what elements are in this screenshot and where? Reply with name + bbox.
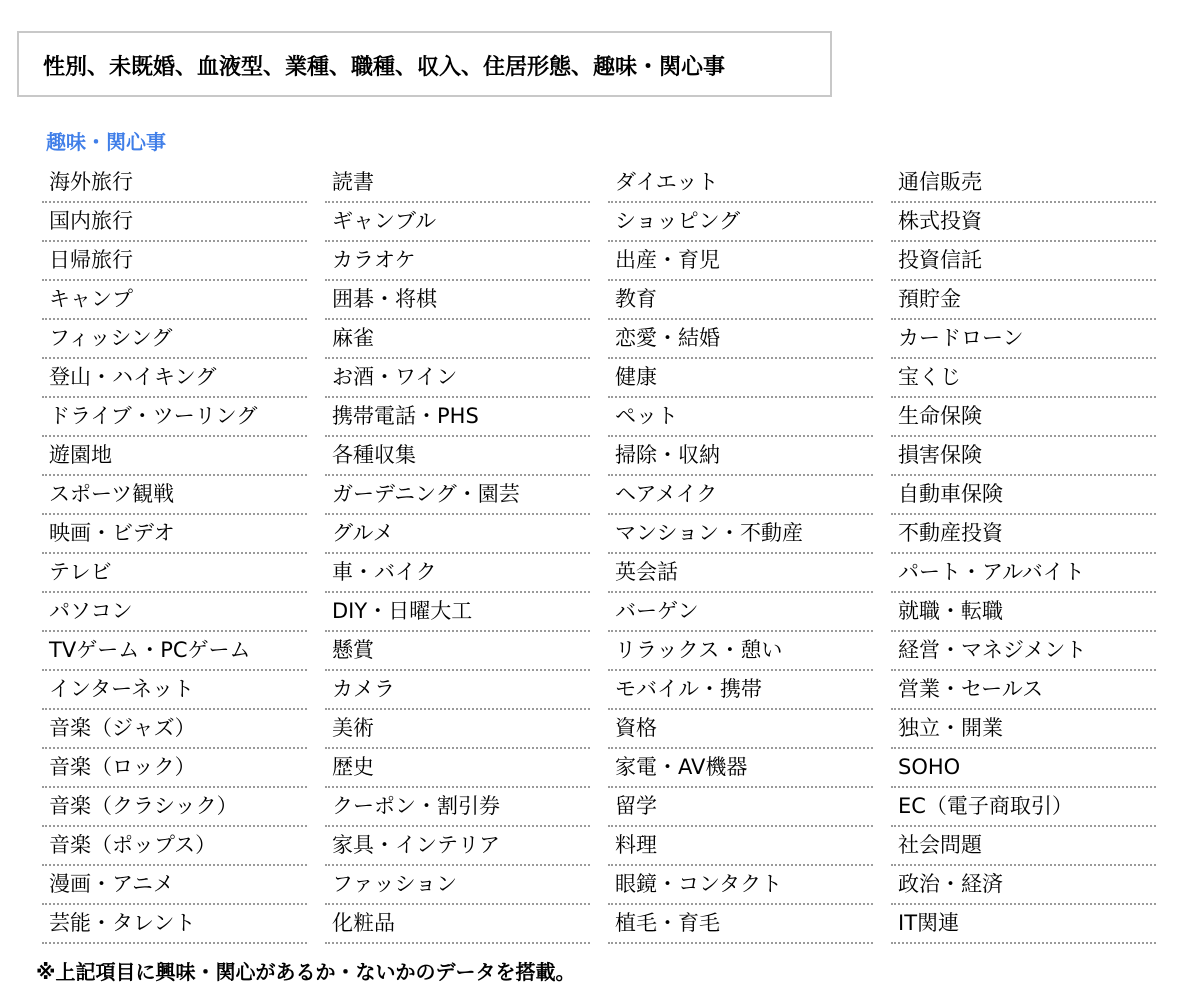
column-gap: [590, 554, 608, 593]
interest-item: ショッピング: [608, 203, 873, 242]
interest-item: 自動車保険: [891, 476, 1156, 515]
interest-item: 音楽（ロック）: [42, 749, 307, 788]
interest-item: 社会問題: [891, 827, 1156, 866]
column-gap: [873, 788, 891, 827]
interest-item: ギャンブル: [325, 203, 590, 242]
interest-item: SOHO: [891, 749, 1156, 788]
interest-item: 留学: [608, 788, 873, 827]
interest-item: 漫画・アニメ: [42, 866, 307, 905]
column-gap: [307, 827, 325, 866]
column-gap: [590, 515, 608, 554]
interest-item: 登山・ハイキング: [42, 359, 307, 398]
column-gap: [307, 281, 325, 320]
interest-item: インターネット: [42, 671, 307, 710]
interest-item: リラックス・憩い: [608, 632, 873, 671]
column-gap: [590, 242, 608, 281]
column-gap: [873, 827, 891, 866]
column-gap: [873, 476, 891, 515]
column-gap: [307, 632, 325, 671]
interest-item: 家具・インテリア: [325, 827, 590, 866]
interest-item: ダイエット: [608, 164, 873, 203]
interest-item: 眼鏡・コンタクト: [608, 866, 873, 905]
column-gap: [590, 671, 608, 710]
interest-item: マンション・不動産: [608, 515, 873, 554]
interest-item: 健康: [608, 359, 873, 398]
interest-item: 美術: [325, 710, 590, 749]
column-gap: [307, 476, 325, 515]
column-gap: [590, 632, 608, 671]
column-gap: [873, 554, 891, 593]
interest-item: 経営・マネジメント: [891, 632, 1156, 671]
header-title: 性別、未既婚、血液型、業種、職種、収入、住居形態、趣味・関心事: [43, 55, 726, 80]
interest-item: IT関連: [891, 905, 1156, 944]
column-gap: [307, 398, 325, 437]
column-gap: [873, 359, 891, 398]
column-gap: [873, 242, 891, 281]
column-gap: [873, 710, 891, 749]
interest-item: DIY・日曜大工: [325, 593, 590, 632]
column-gap: [307, 905, 325, 944]
interest-item: バーゲン: [608, 593, 873, 632]
column-gap: [590, 788, 608, 827]
section-title: 趣味・関心事: [46, 130, 166, 154]
interest-item: 独立・開業: [891, 710, 1156, 749]
interest-item: 車・バイク: [325, 554, 590, 593]
footnote: ※上記項目に興味・関心があるか・ないかのデータを搭載。: [36, 960, 576, 984]
interest-item: ペット: [608, 398, 873, 437]
interest-item: ファッション: [325, 866, 590, 905]
interest-item: 芸能・タレント: [42, 905, 307, 944]
column-gap: [590, 710, 608, 749]
interest-item: カラオケ: [325, 242, 590, 281]
column-gap: [590, 749, 608, 788]
column-gap: [307, 788, 325, 827]
column-gap: [873, 905, 891, 944]
interest-item: 投資信託: [891, 242, 1156, 281]
column-gap: [590, 320, 608, 359]
interest-item: 出産・育児: [608, 242, 873, 281]
column-gap: [307, 749, 325, 788]
header-box: [17, 31, 832, 97]
column-gap: [307, 437, 325, 476]
interest-item: 教育: [608, 281, 873, 320]
interest-item: 麻雀: [325, 320, 590, 359]
column-gap: [590, 164, 608, 203]
interest-item: パート・アルバイト: [891, 554, 1156, 593]
column-gap: [307, 710, 325, 749]
column-gap: [873, 398, 891, 437]
interest-item: テレビ: [42, 554, 307, 593]
column-gap: [307, 164, 325, 203]
interest-item: 株式投資: [891, 203, 1156, 242]
column-gap: [590, 593, 608, 632]
interest-item: お酒・ワイン: [325, 359, 590, 398]
interest-item: 通信販売: [891, 164, 1156, 203]
column-gap: [873, 749, 891, 788]
column-gap: [307, 515, 325, 554]
interest-item: 就職・転職: [891, 593, 1156, 632]
column-gap: [590, 203, 608, 242]
column-gap: [590, 398, 608, 437]
column-gap: [307, 554, 325, 593]
interest-item: カードローン: [891, 320, 1156, 359]
interest-item: 生命保険: [891, 398, 1156, 437]
interest-item: 懸賞: [325, 632, 590, 671]
column-gap: [307, 203, 325, 242]
interest-item: EC（電子商取引）: [891, 788, 1156, 827]
interest-item: パソコン: [42, 593, 307, 632]
interest-item: ドライブ・ツーリング: [42, 398, 307, 437]
column-gap: [307, 866, 325, 905]
column-gap: [873, 320, 891, 359]
interest-item: 日帰旅行: [42, 242, 307, 281]
interest-item: 映画・ビデオ: [42, 515, 307, 554]
column-gap: [590, 866, 608, 905]
interest-item: 音楽（ジャズ）: [42, 710, 307, 749]
interest-item: 掃除・収納: [608, 437, 873, 476]
interest-item: フィッシング: [42, 320, 307, 359]
column-gap: [307, 359, 325, 398]
interest-item: 政治・経済: [891, 866, 1156, 905]
column-gap: [590, 359, 608, 398]
column-gap: [873, 671, 891, 710]
interest-item: 不動産投資: [891, 515, 1156, 554]
column-gap: [590, 476, 608, 515]
column-gap: [590, 437, 608, 476]
interest-item: ガーデニング・園芸: [325, 476, 590, 515]
interest-item: 損害保険: [891, 437, 1156, 476]
interest-item: ヘアメイク: [608, 476, 873, 515]
interest-item: 歴史: [325, 749, 590, 788]
interest-item: TVゲーム・PCゲーム: [42, 632, 307, 671]
column-gap: [307, 593, 325, 632]
interest-item: キャンプ: [42, 281, 307, 320]
column-gap: [307, 242, 325, 281]
column-gap: [307, 671, 325, 710]
interest-item: 国内旅行: [42, 203, 307, 242]
interest-item: 宝くじ: [891, 359, 1156, 398]
interest-item: グルメ: [325, 515, 590, 554]
column-gap: [873, 632, 891, 671]
column-gap: [307, 320, 325, 359]
interest-item: 囲碁・将棋: [325, 281, 590, 320]
interest-item: 預貯金: [891, 281, 1156, 320]
interest-item: 遊園地: [42, 437, 307, 476]
column-gap: [873, 281, 891, 320]
interest-item: 家電・AV機器: [608, 749, 873, 788]
column-gap: [873, 515, 891, 554]
interest-item: 植毛・育毛: [608, 905, 873, 944]
interest-item: 英会話: [608, 554, 873, 593]
interest-item: カメラ: [325, 671, 590, 710]
interest-item: 読書: [325, 164, 590, 203]
column-gap: [590, 905, 608, 944]
column-gap: [590, 827, 608, 866]
interest-item: モバイル・携帯: [608, 671, 873, 710]
interest-item: スポーツ観戦: [42, 476, 307, 515]
interest-item: 海外旅行: [42, 164, 307, 203]
interest-grid: [42, 164, 1164, 944]
interest-item: 料理: [608, 827, 873, 866]
column-gap: [590, 281, 608, 320]
column-gap: [873, 593, 891, 632]
column-gap: [873, 164, 891, 203]
column-gap: [873, 437, 891, 476]
column-gap: [873, 866, 891, 905]
interest-item: 音楽（クラシック）: [42, 788, 307, 827]
interest-item: 携帯電話・PHS: [325, 398, 590, 437]
interest-item: 恋愛・結婚: [608, 320, 873, 359]
interest-item: 各種収集: [325, 437, 590, 476]
interest-item: 化粧品: [325, 905, 590, 944]
interest-item: 音楽（ポップス）: [42, 827, 307, 866]
interest-item: 営業・セールス: [891, 671, 1156, 710]
column-gap: [873, 203, 891, 242]
interest-item: クーポン・割引券: [325, 788, 590, 827]
interest-item: 資格: [608, 710, 873, 749]
